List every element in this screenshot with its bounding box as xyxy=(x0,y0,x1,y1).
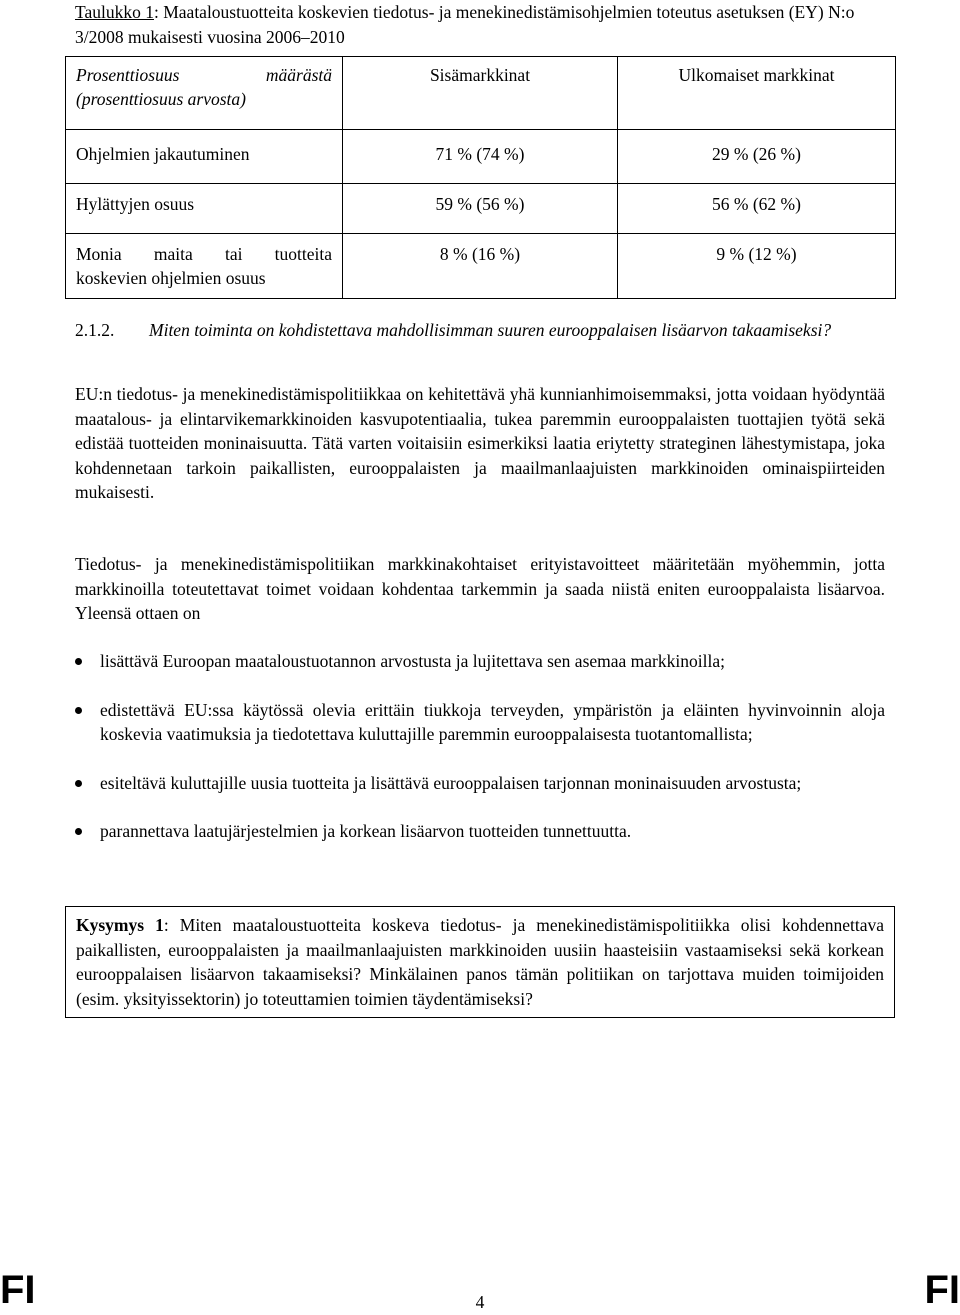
row-label-line2: koskevien ohjelmien osuus xyxy=(76,268,266,288)
row-internal-value: 8 % (16 %) xyxy=(343,234,618,299)
bullet-icon xyxy=(75,780,82,787)
row-external-value: 29 % (26 %) xyxy=(618,130,896,184)
bullet-icon xyxy=(75,658,82,665)
list-item-text: esiteltävä kuluttajille uusia tuotteita ja lisättävä eurooppalaisen tarjonnan moninaisuuden arvostusta; xyxy=(100,772,802,793)
bullet-list xyxy=(75,649,885,844)
page-number: 4 xyxy=(475,1292,485,1312)
row-internal-value: 59 % (56 %) xyxy=(343,184,618,234)
header-cell-share xyxy=(66,57,343,130)
header-share-word1: Prosenttiosuus xyxy=(76,65,180,85)
table-caption xyxy=(75,0,887,49)
question-label: Kysymys 1 xyxy=(76,915,164,935)
list-item xyxy=(75,819,885,844)
row-label: Ohjelmien jakautuminen xyxy=(66,130,343,184)
list-item-text: parannettava laatujärjestelmien ja korkean lisäarvon tuotteiden tunnettuutta. xyxy=(100,821,632,841)
row-label: Hylättyjen osuus xyxy=(66,184,343,234)
paragraph: EU:n tiedotus- ja menekinedistämispolitiikkaa on kehitettävä yhä kunnianhimoisemmaksi, jotta voidaan hyödyntää maatalous- ja elintarvikemarkkinoiden kasvupotentiaalia, tukea paremmin eurooppalaisten tuottajien työtä sekä edistää tuotteiden moninaisuutta. Tätä varten voitaisiin esimerkiksi laatia eriytetty strateginen lähestymistapa, joka kohdennetaan tarkoin paikallisten, eurooppalaisten ja maailmanlaajuisten markkinoiden ominaispiirteiden mukaisesti. xyxy=(75,384,885,502)
paragraph: Tiedotus- ja menekinedistämispolitiikan markkinakohtaiset erityistavoitteet määritetään myöhemmin, jotta markkinoilla toteutettavat toimet voidaan kohdentaa tarkemmin ja saada niistä eniten eurooppalaista lisäarvoa. Yleensä ottaen on xyxy=(75,554,885,623)
list-item xyxy=(75,771,885,796)
header-cell-external: Ulkomaiset markkinat xyxy=(618,57,896,130)
section-title: Miten toiminta on kohdistettava mahdollisimman suuren eurooppalaisen lisäarvon takaamiseksi? xyxy=(149,320,832,340)
footer-language-left: FI xyxy=(0,1268,36,1312)
header-share-line2: (prosenttiosuus arvosta) xyxy=(76,89,246,109)
question-box xyxy=(65,906,895,1018)
caption-text: : Maataloustuotteita koskevien tiedotus- ja menekinedistämisohjelmien toteutus asetuksen (EY) N:o 3/2008 mukaisesti vuosina 2006–2010 xyxy=(75,2,855,47)
table-row xyxy=(66,234,896,299)
table-row xyxy=(66,184,896,234)
table-row xyxy=(66,130,896,184)
list-item-text: edistettävä EU:ssa käytössä olevia erittäin tiukkoja terveyden, ympäristön ja eläinten hyvinvoinnin aloja koskevia vaatimuksia ja tiedotettava kuluttajille paremmin eurooppalaisesta tuotantomallista; xyxy=(100,699,885,744)
row-label xyxy=(66,234,343,299)
header-share-word2: määrästä xyxy=(265,65,332,85)
section-number: 2.1.2. xyxy=(75,320,115,340)
question-text: : Miten maataloustuotteita koskeva tiedotus- ja menekinedistämispolitiikka olisi kohdennettava paikallisten, eurooppalaisten ja maailmanlaajuisten markkinoiden uusiin haasteisiin vastaamiseksi sekä korkean eurooppalaisen lisäarvon takaamiseksi? Minkälainen panos tämän politiikan on tarjottava muiden toimijoiden (esim. yksityissektorin) jo toteuttamien toimien täydentämiseksi? xyxy=(76,915,884,1009)
row-external-value: 9 % (12 %) xyxy=(618,234,896,299)
table-header-row xyxy=(66,57,896,130)
header-cell-internal: Sisämarkkinat xyxy=(343,57,618,130)
bullet-icon xyxy=(75,707,82,714)
row-external-value: 56 % (62 %) xyxy=(618,184,896,234)
row-label-line1: Monia maita tai tuotteita xyxy=(76,244,332,264)
bullet-icon xyxy=(75,828,82,835)
footer-language-right: FI xyxy=(924,1268,960,1312)
row-internal-value: 71 % (74 %) xyxy=(343,130,618,184)
list-item-text: lisättävä Euroopan maataloustuotannon arvostusta ja lujitettava sen asemaa markkinoilla; xyxy=(100,651,725,671)
caption-label: Taulukko 1 xyxy=(75,2,154,22)
list-item xyxy=(75,649,885,674)
list-item xyxy=(75,698,885,747)
programs-table xyxy=(65,56,896,299)
